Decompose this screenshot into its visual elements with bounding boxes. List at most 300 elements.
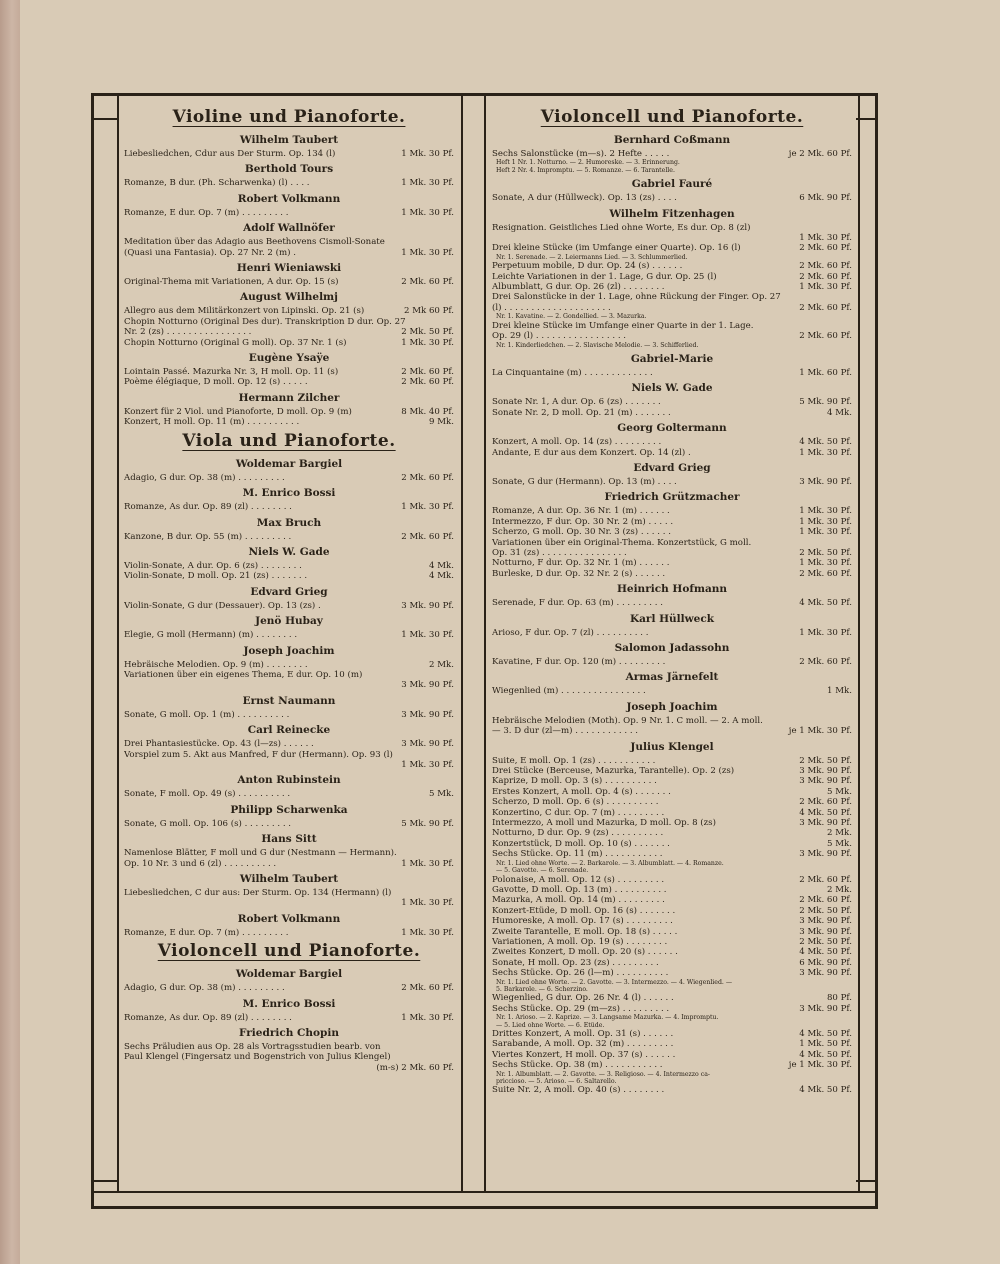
work-title: Sechs Präludien aus Op. 28 als Vortragsstudien bearb. von (124, 1042, 381, 1053)
work-price: 4 Mk. 50 Pf. (799, 598, 852, 609)
work-price: 3 Mk. 90 Pf. (799, 766, 852, 777)
work-price: 2 Mk. 60 Pf. (401, 377, 454, 388)
work-price: 1 Mk. 30 Pf. (799, 627, 852, 638)
work-title: Sarabande, A moll. Op. 32 (m) . . . . . . . . . (492, 1039, 674, 1050)
work-entry (124, 208, 454, 218)
work-price: je 1 Mk. 30 Pf. (788, 726, 852, 737)
work-title: Nr. 2 (zs) . . . . . . . . . . . . . . . . (124, 327, 252, 338)
work-title: Sechs Stücke. Op. 26 (l—m) . . . . . . . . . . (492, 968, 669, 979)
work-entry (492, 397, 852, 407)
composer-name: Woldemar Bargiel (235, 968, 343, 981)
work-price: 2 Mk. 60 Pf. (799, 568, 852, 579)
work-price: 2 Mk. 60 Pf. (401, 277, 454, 288)
work-price: 1 Mk. 30 Pf. (799, 527, 852, 538)
work-title: Scherzo, G moll. Op. 30 Nr. 3 (zs) . . . . . . (492, 527, 671, 538)
work-title: Sechs Stücke. Op. 11 (m) . . . . . . . . . . . (492, 849, 663, 860)
work-title: Andante, E dur aus dem Konzert. Op. 14 (zl) . (492, 447, 691, 458)
work-entry (492, 937, 852, 947)
work-entry (492, 223, 852, 233)
work-entry (492, 437, 852, 447)
work-entry (492, 1085, 852, 1095)
work-price: 2 Mk. 60 Pf. (799, 261, 852, 272)
work-price: 1 Mk. 30 Pf. (401, 502, 454, 513)
work-entry (492, 368, 852, 378)
work-title: Drei kleine Stücke (im Umfange einer Quarte). Op. 16 (l) (492, 243, 741, 254)
work-price: 1 Mk. 30 Pf. (401, 247, 454, 258)
frame-rule (856, 1180, 878, 1182)
work-price: 5 Mk. 90 Pf. (401, 818, 454, 829)
work-title: Violin-Sonate, D moll. Op. 21 (zs) . . . . . . . (124, 571, 308, 582)
work-price: 4 Mk. 50 Pf. (799, 947, 852, 958)
composer-name: Robert Volkmann (237, 912, 341, 925)
composer-name: Woldemar Bargiel (235, 457, 343, 470)
composer-name: Philipp Scharwenka (230, 803, 348, 816)
composer-name: Carl Reinecke (247, 724, 331, 737)
work-entry (492, 1050, 852, 1060)
work-price: 2 Mk. 60 Pf. (401, 367, 454, 378)
work-title: Sonate, A dur (Hüllweck). Op. 13 (zs) . . . . (492, 193, 677, 204)
work-entry (492, 1060, 852, 1070)
work-title: Sonate, G moll. Op. 1 (m) . . . . . . . . . . (124, 709, 290, 720)
work-price: 6 Mk. 90 Pf. (799, 957, 852, 968)
work-entry (492, 527, 852, 537)
composer-name: Niels W. Gade (631, 382, 713, 395)
composer-name: Georg Goltermann (617, 422, 727, 435)
work-title: Sonate, G dur (Hermann). Op. 13 (m) . . . . (492, 476, 677, 487)
work-entry (124, 502, 454, 512)
work-title: Notturno, D dur. Op. 9 (zs) . . . . . . . . . . (492, 828, 664, 839)
work-entry (492, 538, 852, 548)
work-title: (l) . . . . . . . . . . . . . . . . . . . . (492, 302, 611, 313)
left-catalog-column (124, 104, 454, 1073)
work-price: 4 Mk. (429, 571, 454, 582)
work-entry (124, 848, 454, 858)
composer-name: Adolf Wallnöfer (243, 222, 335, 235)
work-entry (124, 739, 454, 749)
work-price: 2 Mk. 60 Pf. (799, 895, 852, 906)
work-price: 1 Mk. 30 Pf. (799, 558, 852, 569)
work-price: 8 Mk. 40 Pf. (401, 406, 454, 417)
work-entry (492, 657, 852, 667)
work-title: Lointain Passé. Mazurka Nr. 3, H moll. Op. 11 (s) (124, 367, 339, 378)
work-title: Sechs Stücke. Op. 38 (m) . . . . . . . . . . . (492, 1060, 663, 1071)
work-entry (124, 1013, 454, 1023)
work-entry (124, 532, 454, 542)
work-entry (492, 272, 852, 282)
work-entry (124, 317, 454, 327)
work-entry (124, 859, 454, 869)
work-title: Liebesliedchen, Cdur aus Der Sturm. Op. 134 (l) (124, 149, 336, 159)
work-price: 3 Mk. 90 Pf. (401, 600, 454, 611)
work-entry (492, 895, 852, 905)
work-title: Suite Nr. 2, A moll. Op. 40 (s) . . . . . . . . (492, 1085, 665, 1096)
composer-name: Gabriel Fauré (631, 178, 713, 191)
work-entry (492, 993, 852, 1003)
work-title: Meditation über das Adagio aus Beethovens Cismoll-Sonate (124, 237, 385, 248)
work-title: Sonate Nr. 2, D moll. Op. 21 (m) . . . . . . . (492, 407, 671, 418)
work-entry (492, 797, 852, 807)
work-entry (124, 789, 454, 799)
work-title: Paul Klengel (Fingersatz und Bogenstrich von Julius Klengel) (124, 1052, 391, 1063)
work-entry (124, 710, 454, 720)
work-title: Kavatine, F dur. Op. 120 (m) . . . . . . . . . (492, 657, 666, 667)
frame-bottom-rule (91, 1191, 878, 1193)
work-price: 5 Mk. 90 Pf. (799, 397, 852, 408)
work-title: Romanze, E dur. Op. 7 (m) . . . . . . . . . (124, 207, 289, 218)
work-price: 2 Mk. 50 Pf. (799, 755, 852, 766)
work-title: Polonaise, A moll. Op. 12 (s) . . . . . . . . . (492, 874, 665, 885)
work-price: 3 Mk. 90 Pf. (799, 968, 852, 979)
work-title: Scherzo, D moll. Op. 6 (s) . . . . . . . . . . (492, 797, 659, 808)
work-price: 2 Mk. 60 Pf. (401, 472, 454, 483)
work-title: Violin-Sonate, A dur. Op. 6 (zs) . . . . . . . . (124, 560, 302, 571)
work-entry (492, 776, 852, 786)
work-entry (124, 306, 454, 316)
work-entry (124, 670, 454, 680)
work-entry (492, 686, 852, 696)
work-title: Sonate, F moll. Op. 49 (s) . . . . . . . . . . (124, 789, 291, 800)
work-price: 1 Mk. (827, 686, 852, 697)
work-title: Sonate, G moll. Op. 106 (s) . . . . . . . . . (124, 818, 292, 829)
composer-name: Edvard Grieg (633, 461, 711, 474)
work-title: Sechs Salonstücke (m—s). 2 Hefte . . . . . (492, 149, 670, 159)
section-heading: Viola und Pianoforte. (182, 430, 396, 451)
contents-note: Nr. 1. Lied ohne Worte. — 2. Barkarole. — 3. Albumblatt. — 4. Romanze. (496, 859, 724, 867)
work-entry (124, 407, 454, 417)
work-title: Burleske, D dur. Op. 32 Nr. 2 (s) . . . . . . (492, 568, 666, 579)
work-entry (492, 1029, 852, 1039)
work-price: 2 Mk. 50 Pf. (401, 327, 454, 338)
contents-note: Nr. 1. Kinderliedchen. — 2. Slavische Melodie. — 3. Schifferlied. (496, 341, 699, 349)
work-price: 2 Mk. 60 Pf. (401, 531, 454, 542)
work-entry (492, 292, 852, 302)
work-entry (124, 1052, 454, 1062)
work-entry (492, 628, 852, 638)
work-title: Chopin Notturno (Original G moll). Op. 37 Nr. 1 (s) (124, 337, 347, 348)
work-price: 3 Mk. 90 Pf. (799, 849, 852, 860)
work-title: Kanzone, B dur. Op. 55 (m) . . . . . . . . . (124, 531, 292, 542)
work-entry (124, 149, 454, 159)
work-title: Konzert, A moll. Op. 14 (zs) . . . . . . . . . (492, 437, 662, 448)
work-title: Vorspiel zum 5. Akt aus Manfred, F dur (Hermann). Op. 93 (l) (124, 749, 393, 760)
work-entry (124, 178, 454, 188)
work-entry (492, 1004, 852, 1014)
work-price: 3 Mk. 90 Pf. (401, 680, 454, 691)
work-title: Romanze, As dur. Op. 89 (zl) . . . . . . . . (124, 1012, 292, 1023)
work-title: Variationen, A moll. Op. 19 (s) . . . . . . . . (492, 936, 668, 947)
work-price: 2 Mk. (429, 659, 454, 670)
work-entry (492, 149, 852, 159)
work-price: 2 Mk. 60 Pf. (799, 657, 852, 667)
work-title: Intermezzo, F dur. Op. 30 Nr. 2 (m) . . . . . (492, 516, 674, 527)
right-catalog-column (492, 104, 852, 1096)
work-entry (124, 1042, 454, 1052)
work-title: Romanze, As dur. Op. 89 (zl) . . . . . . . . (124, 502, 292, 513)
work-title: Notturno, F dur. Op. 32 Nr. 1 (m) . . . . . . (492, 558, 670, 569)
composer-name: Julius Klengel (630, 740, 714, 753)
work-title: Op. 29 (l) . . . . . . . . . . . . . . . . . (492, 331, 627, 342)
work-price: 1 Mk. 30 Pf. (799, 282, 852, 293)
work-entry (492, 261, 852, 271)
work-title: Op. 31 (zs) . . . . . . . . . . . . . . . . (492, 547, 627, 558)
composer-name: Niels W. Gade (248, 545, 330, 558)
work-title: Albumblatt, G dur. Op. 26 (zl) . . . . . . . . (492, 282, 665, 293)
work-price: 2 Mk. (827, 828, 852, 839)
work-price: 4 Mk. (827, 407, 852, 418)
work-entry (492, 875, 852, 885)
contents-note: Nr. 1. Arioso. — 2. Kaprize. — 3. Langsame Mazurka. — 4. Impromptu. (496, 1014, 719, 1022)
work-price: 1 Mk. 30 Pf. (401, 927, 454, 938)
composer-name: Salomon Jadassohn (614, 642, 730, 654)
work-entry (492, 569, 852, 579)
composer-name: Ernst Naumann (242, 694, 336, 707)
work-title: Konzert-Etüde, D moll. Op. 16 (s) . . . . . . . (492, 905, 676, 916)
work-price: (m-s) 2 Mk. 60 Pf. (376, 1062, 454, 1073)
frame-rule (91, 118, 117, 120)
work-price: 1 Mk. 30 Pf. (401, 337, 454, 348)
work-price: 4 Mk. 50 Pf. (799, 807, 852, 818)
work-title: Allegro aus dem Militärkonzert von Lipinski. Op. 21 (s) (124, 306, 365, 317)
work-entry (492, 947, 852, 957)
work-price: 3 Mk. 90 Pf. (799, 926, 852, 937)
work-entry (492, 958, 852, 968)
composer-name: Hans Sitt (261, 833, 317, 846)
work-entry (492, 243, 852, 253)
work-price: 2 Mk. 60 Pf. (401, 983, 454, 994)
work-entry (124, 571, 454, 581)
work-entry (492, 282, 852, 292)
work-price: 3 Mk. 90 Pf. (401, 709, 454, 720)
composer-name: Edvard Grieg (250, 585, 328, 598)
work-title: Drittes Konzert, A moll. Op. 31 (s) . . . . . . (492, 1029, 674, 1039)
work-price: je 2 Mk. 60 Pf. (788, 149, 852, 159)
work-title: Kaprize, D moll. Op. 3 (s) . . . . . . . . . . (492, 776, 657, 787)
work-price: 3 Mk. 90 Pf. (799, 1003, 852, 1014)
work-price: 2 Mk. 50 Pf. (799, 547, 852, 558)
composer-name: Joseph Joachim (626, 700, 718, 713)
work-title: Poème élégiaque, D moll. Op. 12 (s) . . . . . (124, 377, 308, 388)
work-entry (492, 548, 852, 558)
work-price: 1 Mk. 50 Pf. (799, 1039, 852, 1050)
work-title: La Cinquantaine (m) . . . . . . . . . . . . . (492, 367, 653, 378)
work-title: Romanze, E dur. Op. 7 (m) . . . . . . . . . (124, 927, 289, 938)
work-price: 1 Mk. 30 Pf. (401, 207, 454, 218)
work-price: je 1 Mk. 30 Pf. (788, 1060, 852, 1071)
composer-name: M. Enrico Bossi (242, 487, 336, 500)
work-title: Hebräische Melodien (Moth). Op. 9 Nr. 1. C moll. — 2. A moll. (492, 715, 763, 726)
work-price: 2 Mk. 50 Pf. (799, 936, 852, 947)
composer-name: Friedrich Grützmacher (604, 491, 740, 504)
work-title: Konzert, H moll. Op. 11 (m) . . . . . . . . . . (124, 417, 300, 428)
work-price: 1 Mk. 30 Pf. (401, 1012, 454, 1023)
composer-name: Bernhard Coßmann (613, 134, 731, 146)
work-price: 2 Mk 60 Pf. (404, 306, 454, 317)
work-title: Humoreske, A moll. Op. 17 (s) . . . . . . . . . (492, 916, 673, 927)
work-entry (492, 787, 852, 797)
work-title: Original-Thema mit Variationen, A dur. Op. 15 (s) (124, 277, 339, 288)
composer-name: Wilhelm Taubert (239, 873, 339, 885)
work-price: 1 Mk. 30 Pf. (401, 858, 454, 869)
composer-name: Friedrich Chopin (239, 1027, 339, 1040)
work-entry (492, 506, 852, 516)
contents-note: — 5. Lied ohne Worte. — 6. Etüde. (496, 1021, 605, 1029)
work-title: Zweite Tarantelle, E moll. Op. 18 (s) . . . . . (492, 926, 678, 937)
work-entry (124, 750, 454, 760)
work-entry (492, 558, 852, 568)
work-price: 4 Mk. 50 Pf. (799, 1049, 852, 1060)
work-title: Mazurka, A moll. Op. 14 (m) . . . . . . . . . (492, 895, 665, 906)
composer-name: Wilhelm Fitzenhagen (609, 207, 735, 220)
contents-note: — 5. Gavotte. — 6. Serenade. (496, 867, 589, 875)
work-entry (124, 367, 454, 377)
work-title: Namenlose Blätter, F moll und G dur (Nestmann — Hermann). (124, 848, 397, 859)
work-entry (492, 828, 852, 838)
work-entry (124, 928, 454, 938)
work-price: 4 Mk. (429, 560, 454, 571)
work-entry (492, 517, 852, 527)
work-entry (492, 598, 852, 608)
work-entry (124, 473, 454, 483)
contents-note: Heft 1 Nr. 1. Notturno. — 2. Humoreske. — 3. Erinnerung. (496, 159, 680, 167)
work-title: Violin-Sonate, G dur (Dessauer). Op. 13 (zs) . (124, 600, 321, 611)
work-entry (492, 916, 852, 926)
work-entry (124, 417, 454, 427)
work-title: Variationen über ein eigenes Thema, E dur. Op. 10 (m) (124, 669, 363, 680)
composer-name: Robert Volkmann (237, 192, 341, 205)
work-price: 1 Mk. 30 Pf. (401, 149, 454, 159)
work-title: Zweites Konzert, D moll. Op. 20 (s) . . . . . . (492, 947, 678, 958)
composer-name: Armas Järnefelt (625, 671, 719, 684)
composer-name: Gabriel-Marie (630, 352, 714, 365)
work-title: Konzert für 2 Viol. und Pianoforte, D moll. Op. 9 (m) (124, 406, 352, 417)
contents-note: Nr. 1. Kavatine. — 2. Gondellied. — 3. Mazurka. (496, 313, 647, 321)
contents-note: Nr. 1. Serenade. — 2. Leiermanns Lied. — 3. Schlummerlied. (496, 253, 688, 261)
work-title: Op. 10 Nr. 3 und 6 (zl) . . . . . . . . . . (124, 858, 277, 869)
work-title: Sechs Stücke. Op. 29 (m—zs) . . . . . . . . . (492, 1003, 670, 1014)
work-entry (492, 303, 852, 313)
work-price: 1 Mk. 30 Pf. (401, 178, 454, 189)
work-entry (492, 477, 852, 487)
work-price: 2 Mk. 60 Pf. (799, 271, 852, 282)
work-entry (124, 377, 454, 387)
work-entry (492, 726, 852, 736)
contents-note: 5. Barkarole. — 6. Scherzino. (496, 985, 588, 993)
work-price: 1 Mk. 30 Pf. (799, 447, 852, 458)
contents-note: priccioso. — 5. Arioso. — 6. Saltarello. (496, 1078, 617, 1086)
work-entry (124, 248, 454, 258)
work-price: 3 Mk. 90 Pf. (799, 916, 852, 927)
work-entry (492, 1039, 852, 1049)
work-price: 1 Mk. 30 Pf. (799, 506, 852, 517)
work-entry (124, 601, 454, 611)
composer-name: Max Bruch (256, 516, 322, 529)
work-price: 4 Mk. 50 Pf. (799, 1029, 852, 1039)
work-price: 1 Mk. 60 Pf. (799, 367, 852, 378)
composer-name: Hermann Zilcher (238, 391, 340, 404)
work-entry (492, 321, 852, 331)
work-entry (492, 716, 852, 726)
work-price: 6 Mk. 90 Pf. (799, 193, 852, 204)
work-entry (124, 327, 454, 337)
composer-name: Wilhelm Taubert (239, 134, 339, 146)
work-price: 1 Mk. 30 Pf. (799, 516, 852, 527)
work-entry (124, 338, 454, 348)
work-title: Intermezzo, A moll und Mazurka, D moll. Op. 8 (zs) (492, 818, 716, 829)
work-entry (492, 818, 852, 828)
work-entry (492, 233, 852, 243)
work-title: Wiegenlied, G dur. Op. 26 Nr. 4 (l) . . . . . . (492, 993, 674, 1004)
composer-name: Berthold Tours (244, 163, 334, 176)
composer-name: Eugène Ysaÿe (248, 352, 330, 365)
work-entry (124, 760, 454, 770)
work-entry (124, 237, 454, 247)
work-entry (124, 898, 454, 908)
work-price: 2 Mk. 60 Pf. (799, 797, 852, 808)
work-title: Viertes Konzert, H moll. Op. 37 (s) . . . . . . (492, 1049, 676, 1060)
work-entry (124, 680, 454, 690)
work-price: 2 Mk. 50 Pf. (799, 905, 852, 916)
work-price: 5 Mk. (827, 838, 852, 849)
work-title: Sonate, H moll. Op. 23 (zs) . . . . . . . . . (492, 957, 659, 968)
work-title: Elegie, G moll (Hermann) (m) . . . . . . . . (124, 630, 298, 641)
work-title: Liebesliedchen, C dur aus: Der Sturm. Op. 134 (Hermann) (l) (124, 888, 392, 898)
work-price: 4 Mk. 50 Pf. (799, 437, 852, 448)
composer-name: August Wilhelmj (240, 291, 338, 304)
work-entry (124, 819, 454, 829)
contents-note: Nr. 1. Albumblatt. — 2. Gavotte. — 3. Religioso. — 4. Intermezzo ca- (496, 1070, 710, 1078)
composer-name: Henri Wieniawski (236, 262, 342, 275)
work-title: Erstes Konzert, A moll. Op. 4 (s) . . . . . . . (492, 786, 671, 797)
work-title: Variationen über ein Original-Thema. Konzertstück, G moll. (492, 537, 752, 548)
work-title: Adagio, G dur. Op. 38 (m) . . . . . . . . . (124, 472, 285, 483)
work-entry (492, 927, 852, 937)
work-title: Konzertstück, D moll. Op. 10 (s) . . . . . . . (492, 838, 670, 849)
work-entry (492, 331, 852, 341)
work-entry (492, 408, 852, 418)
section-heading: Violoncell und Pianoforte. (157, 941, 421, 962)
work-entry (492, 885, 852, 895)
work-title: Drei Stücke (Berceuse, Mazurka, Tarantelle). Op. 2 (zs) (492, 766, 735, 777)
frame-rule (91, 1180, 117, 1182)
work-title: (Quasi una Fantasia). Op. 27 Nr. 2 (m) . (124, 247, 296, 258)
work-entry (124, 888, 454, 898)
contents-note: Heft 2 Nr. 4. Impromptu. — 5. Romanze. — 6. Tarantelle. (496, 166, 675, 174)
work-price: 80 Pf. (826, 993, 852, 1004)
work-title: Perpetuum mobile, D dur. Op. 24 (s) . . . . . . (492, 261, 683, 272)
work-entry (124, 1063, 454, 1073)
frame-rule (856, 118, 878, 120)
work-entry (492, 849, 852, 859)
work-title: Leichte Variationen in der 1. Lage, G dur. Op. 25 (l) (492, 271, 717, 282)
work-title: Serenade, F dur. Op. 63 (m) . . . . . . . . . (492, 598, 663, 609)
work-entry (124, 561, 454, 571)
work-title: Wiegenlied (m) . . . . . . . . . . . . . . . . (492, 686, 646, 697)
work-title: Chopin Notturno (Original Des dur). Transkription D dur. Op. 27 (124, 316, 406, 327)
composer-name: Heinrich Hofmann (616, 583, 728, 596)
work-title: Hebräische Melodien. Op. 9 (m) . . . . . . . . (124, 659, 308, 670)
work-price: 4 Mk. 50 Pf. (799, 1085, 852, 1096)
work-title: Romanze, B dur. (Ph. Scharwenka) (l) . . . . (124, 178, 310, 189)
work-price: 3 Mk. 90 Pf. (799, 818, 852, 829)
work-title: — 3. D dur (zl—m) . . . . . . . . . . . . (492, 726, 639, 737)
work-title: Gavotte, D moll. Op. 13 (m) . . . . . . . . . . (492, 884, 667, 895)
work-entry (124, 983, 454, 993)
composer-name: Joseph Joachim (243, 644, 335, 657)
work-title: Suite, E moll. Op. 1 (zs) . . . . . . . . . . . (492, 755, 656, 766)
section-heading: Violine und Pianoforte. (172, 107, 406, 127)
work-entry (492, 906, 852, 916)
work-price: 2 Mk. 60 Pf. (799, 302, 852, 313)
